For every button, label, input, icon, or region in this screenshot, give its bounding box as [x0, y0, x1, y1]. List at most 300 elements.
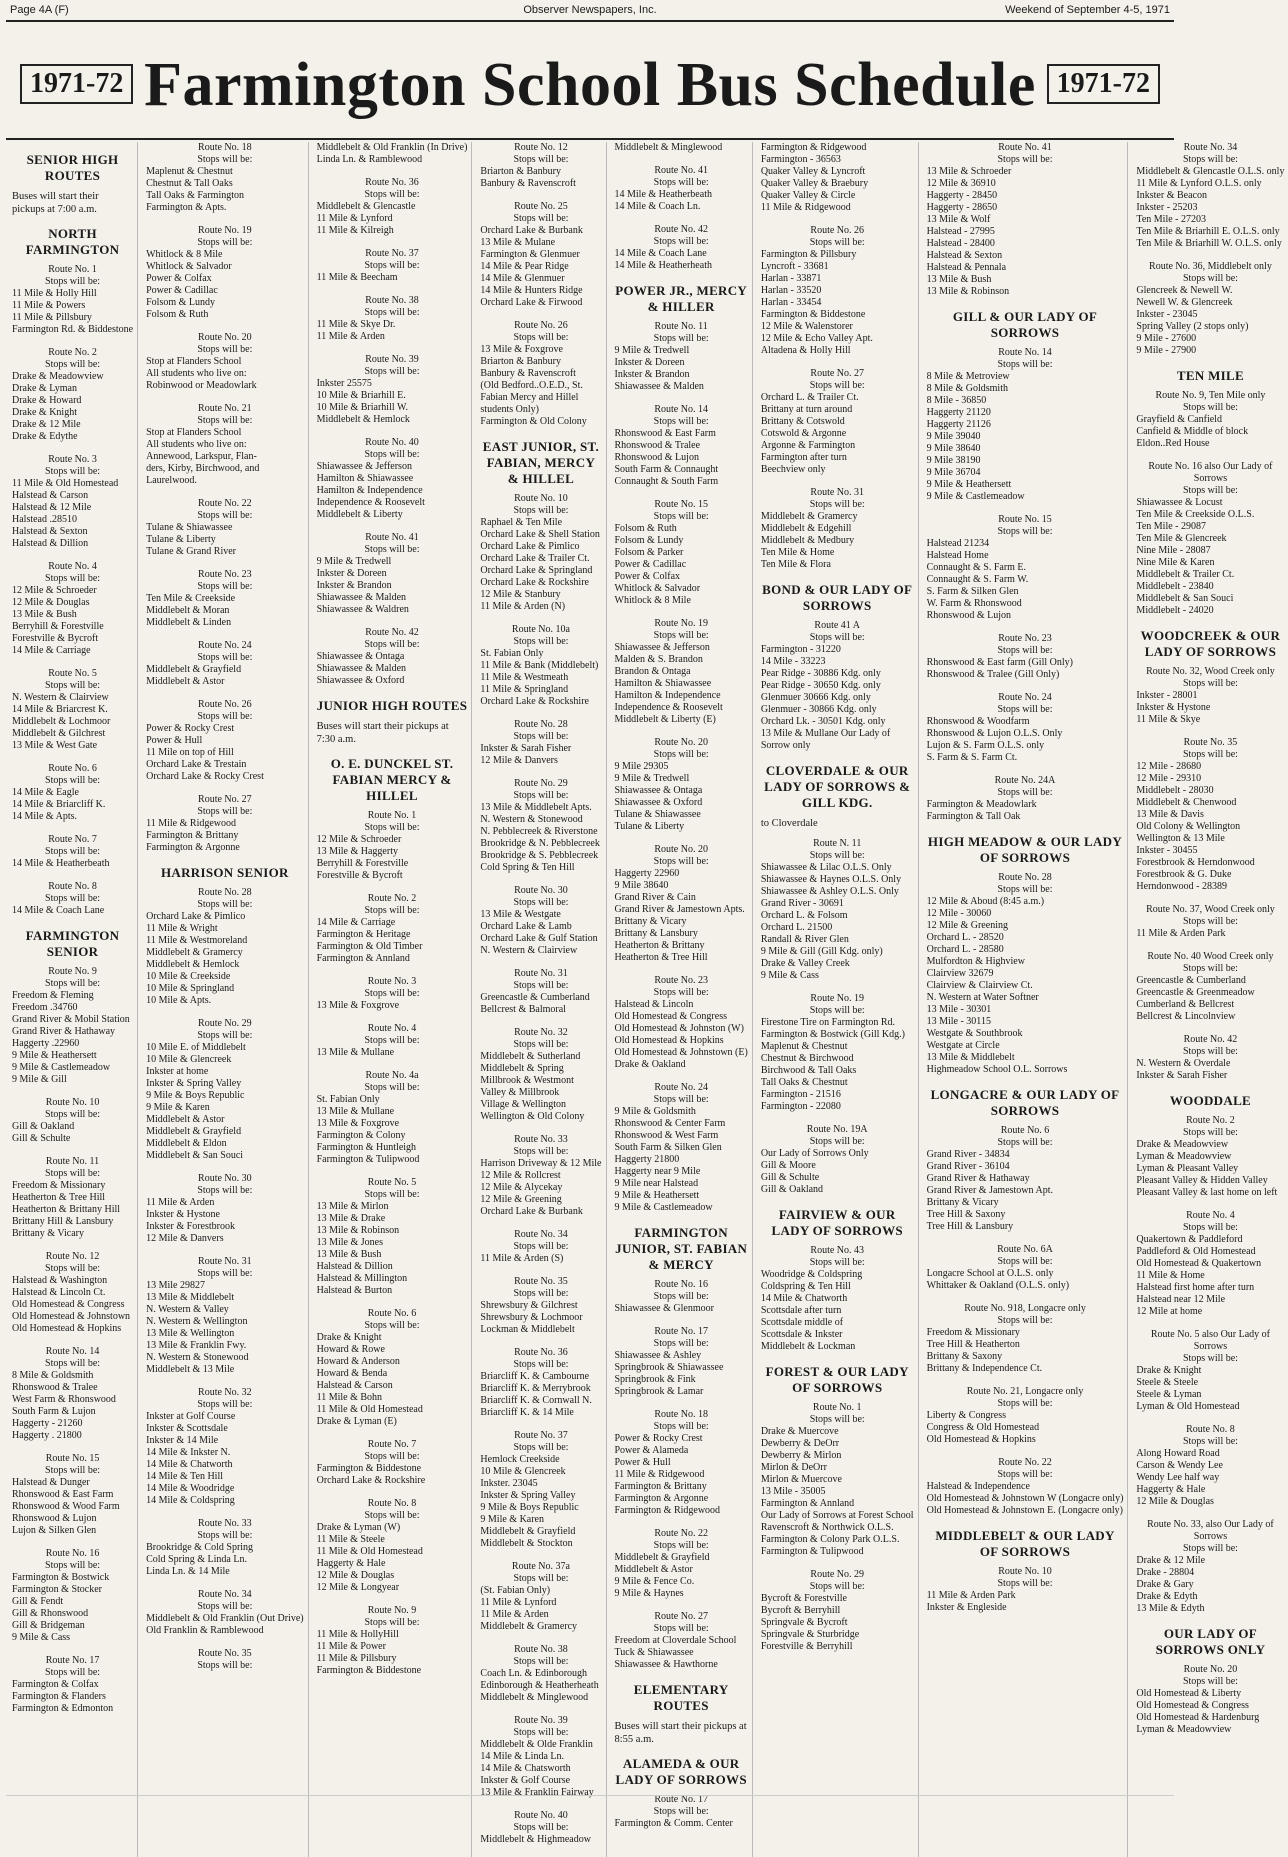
- stops-label: Stops will be:: [45, 1358, 101, 1369]
- bus-stop: Shiawassee & Locust: [1136, 497, 1223, 508]
- bus-stop: 13 Mile & Mullane: [316, 1047, 395, 1058]
- route-block: [317, 437, 468, 521]
- bus-stop: N. Western & Clairview: [12, 692, 109, 703]
- bus-stop: Robinwood or Meadowlark: [146, 380, 257, 391]
- route-block: [615, 1082, 748, 1214]
- bus-stop: South Farm & Silken Glen: [614, 1142, 722, 1153]
- bus-stop: Orchard Lake & Lamb: [480, 921, 572, 932]
- bus-stop: Springbrook & Fink: [614, 1374, 696, 1385]
- schedule-column: [757, 142, 919, 1857]
- section-heading: HIGH MEADOW & OUR LADY OF SORROWS: [927, 834, 1123, 865]
- route-block: [1136, 142, 1284, 250]
- bus-stop: Westgate at Circle: [926, 1040, 1000, 1051]
- route-number: Route No. 23: [998, 633, 1052, 644]
- stops-label: Stops will be:: [1182, 963, 1238, 974]
- bus-stop: Inkster & Engleside: [926, 1602, 1007, 1613]
- bus-stop: Grand River & Hathaway: [926, 1173, 1030, 1184]
- stops-label: Stops will be:: [364, 1320, 420, 1331]
- bus-stop: Grand River & Jamestown Apts.: [614, 904, 745, 915]
- stops-label: Stops will be:: [45, 1667, 101, 1678]
- route-number: Route No. 19: [810, 993, 865, 1004]
- bus-stop: 14 Mile & Woodridge: [146, 1483, 235, 1494]
- bus-stop: Lyman & Pleasant Valley: [1136, 1163, 1239, 1174]
- bus-stop: Power & Colfax: [146, 273, 212, 284]
- route-block: [146, 640, 303, 688]
- stops-label: Stops will be:: [997, 704, 1053, 715]
- route-block: [480, 1561, 601, 1633]
- bus-stop: Grand River - 36104: [926, 1161, 1010, 1172]
- bus-stop: 11 Mile & Steele: [316, 1534, 385, 1545]
- route-block: [1136, 1210, 1284, 1318]
- schedule-column: [923, 142, 1129, 1857]
- bus-stop: Middlebelt & Highmeadow: [480, 1834, 591, 1845]
- bus-stop: Inkster & Forestbrook: [146, 1221, 235, 1232]
- route-block: [480, 493, 601, 613]
- bus-stop: Tree Hill & Lansbury: [926, 1221, 1014, 1232]
- route-block: [12, 834, 133, 870]
- section-heading: OUR LADY OF SORROWS ONLY: [1155, 1626, 1266, 1657]
- bus-stop: Middlebelt & Lockman: [760, 1341, 856, 1352]
- bus-stop: Tree Hill & Heatherton: [926, 1339, 1020, 1350]
- bus-stop: Rhonswood & Tralee: [12, 1382, 98, 1393]
- route-block: [317, 1605, 468, 1677]
- route-number: Route No. 15: [654, 499, 708, 510]
- bus-stop: 14 Mile & Heatherheath: [614, 260, 712, 271]
- bus-stop: Orchard L. 21500: [760, 922, 833, 933]
- bus-stop: Ten Mile - 27203: [1136, 214, 1206, 225]
- route-number: Route No. 26: [514, 320, 568, 331]
- bus-stop: 9 Mile 29305: [614, 761, 669, 772]
- route-number: Route No. 4: [367, 1023, 417, 1034]
- bus-stop: 14 Mile & Heatherbeath: [614, 189, 712, 200]
- bus-stop: Nine Mile - 28087: [1136, 545, 1211, 556]
- stops-label: Stops will be:: [1182, 1046, 1238, 1057]
- bus-stop: 14 Mile & Hunters Ridge: [480, 285, 583, 296]
- bus-stop: N. Western & Overdale: [1136, 1058, 1231, 1069]
- bus-stop: Spring Valley (2 stops only): [1136, 321, 1249, 332]
- bus-stop: Halstead first home after turn: [1136, 1282, 1255, 1293]
- stops-label: Stops will be:: [653, 416, 709, 427]
- bus-stop: 11 Mile & Lynford O.L.S. only: [1136, 178, 1262, 189]
- stops-label: Stops will be:: [45, 276, 101, 287]
- bus-stop: Orchard Lk. - 30501 Kdg. only: [760, 716, 886, 727]
- stops-label: Stops will be:: [653, 177, 709, 188]
- bus-stop: 14 Mile & Carriage: [12, 645, 91, 656]
- bus-stop: Randall & River Glen: [760, 934, 849, 945]
- bus-stop: Grand River & Cain: [614, 892, 696, 903]
- bus-stop: Haggerty & Hale: [316, 1558, 386, 1569]
- bus-stop: 9 Mile & Boys Republic: [480, 1502, 579, 1513]
- route-number: Route No. 5: [367, 1177, 417, 1188]
- page-number: Page 4A (F): [10, 4, 69, 16]
- bus-stop: 11 Mile & Holly Hill: [12, 288, 97, 299]
- route-number: Route No. 29: [198, 1018, 252, 1029]
- bus-stop: Drake & 12 Mile: [1136, 1555, 1206, 1566]
- stops-label: Stops will be:: [809, 1005, 865, 1016]
- route-number: Route No. 17: [45, 1655, 100, 1666]
- bus-stop: Independence & Roosevelt: [316, 497, 425, 508]
- stops-label: Stops will be:: [1182, 1353, 1238, 1364]
- bus-stop: 11 Mile & Arden: [146, 1197, 215, 1208]
- bus-stop: 14 Mile & Briarcrest K.: [12, 704, 108, 715]
- bus-stop: Orchard Lake & Rockshire: [480, 577, 589, 588]
- bus-stop: Middlebelt & Old Franklin (In Drive): [316, 142, 468, 153]
- stops-label: Stops will be:: [1182, 1543, 1238, 1554]
- bus-stop: Orchard Lake & Firwood: [480, 297, 583, 308]
- bus-stop: Stop at Flanders School: [146, 356, 242, 367]
- bus-stop: 13 Mile & Mullane: [316, 1106, 395, 1117]
- route-block: [761, 1245, 914, 1353]
- section-heading: LONGACRE & OUR LADY OF SORROWS: [930, 1087, 1120, 1118]
- schedule-column: [313, 142, 473, 1857]
- section-note: to Cloverdale: [760, 818, 818, 829]
- bus-stop: Briarcliff K. & Cornwall N.: [480, 1395, 592, 1406]
- bus-stop: Quaker Valley & Braebury: [760, 178, 869, 189]
- route-number: Route No. 34: [514, 1229, 568, 1240]
- bus-stop: Briarton & Banbury: [480, 356, 561, 367]
- bus-stop: Annewood, Larkspur, Flan-: [146, 451, 257, 462]
- bus-stop: 11 Mile & Westmoreland: [146, 935, 248, 946]
- stops-label: Stops will be:: [45, 775, 101, 786]
- bus-stop: Eldon..Red House: [1136, 438, 1210, 449]
- bus-stop: Inkster 25575: [316, 378, 372, 389]
- bus-stop: Inkster & Brandon: [316, 580, 392, 591]
- bus-stop: Halstead .28510: [12, 514, 77, 525]
- bus-stop: Middlebelt & Eldon: [146, 1138, 227, 1149]
- bus-stop: 12 Mile & Echo Valley Apt.: [760, 333, 873, 344]
- bus-stop: Freedom at Cloverdale School: [614, 1635, 737, 1646]
- stops-label: Stops will be:: [809, 237, 865, 248]
- bus-stop: Inkster - 28001: [1136, 690, 1198, 701]
- bus-stop: Farmington - 31220: [760, 644, 841, 655]
- bus-stop: 12 Mile & Douglas: [316, 1570, 395, 1581]
- bus-stop: South Farm & Lujon: [12, 1406, 96, 1417]
- bus-stop: 9 Mile & Goldsmith: [614, 1106, 696, 1117]
- bus-stop: Lujon & Silken Glen: [12, 1525, 97, 1536]
- bus-stop: 13 Mile & Davis: [1136, 809, 1204, 820]
- bus-stop: Orchard L. - 28520: [926, 932, 1004, 943]
- bus-stop: Sorrow only: [760, 740, 811, 751]
- bus-stop: 11 Mile & Powers: [12, 300, 86, 311]
- bus-stop: Orchard Lake & Gulf Station: [480, 933, 598, 944]
- route-number: Route No. 31: [514, 968, 568, 979]
- year-left: 1971-72: [20, 64, 133, 104]
- route-block: [480, 719, 601, 767]
- route-block: [12, 264, 133, 336]
- bus-stop: 9 Mile - 27600: [1136, 333, 1197, 344]
- bus-stop: Middlebelt & Edgehill: [760, 523, 852, 534]
- bus-stop: Mulfordton & Highview: [926, 956, 1025, 967]
- bus-stop: N. Western & Valley: [146, 1304, 229, 1315]
- bus-stop: Bellcrest & Lincolnview: [1136, 1011, 1236, 1022]
- bus-stop: Valley & Millbrook: [480, 1087, 560, 1098]
- bus-stop: Halstead & Sexton: [12, 526, 88, 537]
- stops-label: Stops will be:: [197, 711, 253, 722]
- route-block: [317, 810, 468, 882]
- bus-stop: Banbury & Ravenscroft: [480, 368, 576, 379]
- route-block: [927, 514, 1124, 622]
- bus-stop: Old Homestead & Congress: [614, 1011, 727, 1022]
- bus-stop: Rhonswood & Lujon: [12, 1513, 97, 1524]
- bus-stop: Halstead & Lincoln: [614, 999, 694, 1010]
- route-block: [480, 1347, 601, 1419]
- bus-stop: Halstead & Independence: [926, 1481, 1030, 1492]
- route-block: [615, 618, 748, 726]
- bus-stop: Farmington & Old Timber: [316, 941, 423, 952]
- bus-stop: Middlebelt - 28030: [1136, 785, 1214, 796]
- bus-stop: Drake & 12 Mile: [12, 419, 81, 430]
- route-number: Route N. 11: [813, 838, 862, 849]
- stops-label: Stops will be:: [45, 846, 101, 857]
- route-block: [480, 1027, 601, 1123]
- route-block: [615, 224, 748, 272]
- bus-stop: Shiawassee & Jefferson: [316, 461, 412, 472]
- bus-stop: Drake & Lyman (W): [316, 1522, 401, 1533]
- bus-stop: Briarcliff K. & 14 Mile: [480, 1407, 574, 1418]
- bus-stop: 13 Mile & Foxgrove: [480, 344, 563, 355]
- route-number: Route No. 35: [1183, 737, 1238, 748]
- route-number: Route No. 24: [998, 692, 1052, 703]
- bus-stop: 12 Mile & 36910: [926, 178, 996, 189]
- bus-stop: Shiawassee & Ashley: [614, 1350, 702, 1361]
- bus-stop: Brittany at turn around: [760, 404, 853, 415]
- bus-stop: 13 Mile & Franklin Fwy.: [146, 1340, 247, 1351]
- section-heading: ALAMEDA & OUR LADY OF SORROWS: [615, 1756, 747, 1787]
- stops-label: Stops will be:: [653, 511, 709, 522]
- bus-stop: Inkster & Hystone: [1136, 702, 1211, 713]
- route-block: [615, 165, 748, 213]
- section-heading: FARMINGTON JUNIOR, ST. FABIAN & MERCY: [615, 1225, 748, 1272]
- route-block: [927, 1125, 1124, 1233]
- bus-stop: Lyman & Meadowview: [1136, 1724, 1232, 1735]
- bus-stop: Our Lady of Sorrows Only: [760, 1148, 869, 1159]
- bus-stop: Howard & Anderson: [316, 1356, 400, 1367]
- bus-stop: Hamilton & Shiawassee: [614, 678, 712, 689]
- bus-stop: Gill & Oakland: [760, 1184, 824, 1195]
- stops-label: Stops will be:: [513, 505, 569, 516]
- route-block: [1136, 1519, 1284, 1615]
- bus-stop: Middlebelt & Grayfield: [614, 1552, 710, 1563]
- route-block: [317, 532, 468, 616]
- bus-stop: 11 Mile & Arden Park: [1136, 928, 1226, 939]
- bus-stop: 13 Mile & Haggerty: [316, 846, 398, 857]
- bus-stop: Shiawassee & Glenmoor: [614, 1303, 714, 1314]
- route-block: [480, 968, 601, 1016]
- route-number: Route No. 21, Longacre only: [966, 1386, 1084, 1397]
- bus-stop: Shiawassee & Lilac O.L.S. Only: [760, 862, 892, 873]
- bus-stop: Farmington - 36563: [760, 154, 841, 165]
- bus-stop: Grand River & Hathaway: [12, 1026, 116, 1037]
- bus-stop: Ten Mile & Glencreek: [1136, 533, 1227, 544]
- stops-label: Stops will be:: [653, 1421, 709, 1432]
- stops-label: Stops will be:: [1182, 273, 1238, 284]
- bus-stop: Ten Mile - 29087: [1136, 521, 1206, 532]
- bus-stop: Orchard Lake & Burbank: [480, 225, 583, 236]
- bus-stop: Middlebelt & Medbury: [760, 535, 855, 546]
- route-block: [480, 1715, 601, 1799]
- route-block: [480, 1134, 601, 1218]
- bus-stop: Power & Cadillac: [146, 285, 218, 296]
- bus-stop: West Farm & Rhonswood: [12, 1394, 116, 1405]
- bus-stop: Farmington & Ridgewood: [760, 142, 867, 153]
- route-block: [317, 1023, 468, 1059]
- bus-stop: Wellington & Old Colony: [480, 1111, 585, 1122]
- bus-stop: Orchard L. - 28580: [926, 944, 1004, 955]
- route-block: [146, 142, 303, 214]
- bus-stop: Brittany & Independence Ct.: [926, 1363, 1043, 1374]
- bus-stop: 13 Mile - 35005: [760, 1486, 826, 1497]
- route-block: [761, 368, 914, 476]
- bus-stop: Middlebelt & San Souci: [146, 1150, 244, 1161]
- bus-stop: 11 Mile & Westmeath: [480, 672, 569, 683]
- stops-label: Stops will be:: [1182, 1222, 1238, 1233]
- route-block: [761, 1124, 914, 1196]
- stops-label: Stops will be:: [513, 1822, 569, 1833]
- bus-stop: 11 Mile & Springland: [480, 684, 569, 695]
- stops-label: Stops will be:: [1182, 402, 1238, 413]
- bus-stop: Halstead & Dillion: [12, 538, 89, 549]
- route-block: [146, 794, 303, 854]
- section-heading: MIDDLEBELT & OUR LADY OF SORROWS: [935, 1528, 1115, 1559]
- bus-stop: 11 Mile & Wright: [146, 923, 218, 934]
- bus-stop: 14 Mile & Coach Ln.: [614, 201, 701, 212]
- bus-stop: Rhonswood & Lujon O.L.S. Only: [926, 728, 1063, 739]
- route-block: [146, 1589, 303, 1637]
- route-block: [761, 1569, 914, 1653]
- bus-stop: Shiawassee & Malden: [614, 381, 704, 392]
- stops-label: Stops will be:: [513, 1573, 569, 1584]
- bus-stop: Middlebelt & Minglewood: [614, 142, 723, 153]
- bus-stop: Ravenscroft & Northwick O.L.S.: [760, 1522, 894, 1533]
- bus-stop: Briarcliff K. & Cambourne: [480, 1371, 590, 1382]
- stops-label: Stops will be:: [653, 1806, 709, 1817]
- route-number: Route No. 30: [198, 1173, 252, 1184]
- section-heading: ELEMENTARY ROUTES: [633, 1682, 729, 1713]
- bus-stop: 11 Mile & HollyHill: [316, 1629, 399, 1640]
- bus-stop: Heatherton & Tree Hill: [614, 952, 708, 963]
- route-number: Route No. 38: [365, 295, 419, 306]
- bus-stop: Shrewsbury & Lochmoor: [480, 1312, 583, 1323]
- bus-stop: Middlebelt & Gilchrest: [12, 728, 106, 739]
- stops-label: Stops will be:: [809, 1414, 865, 1425]
- stops-label: Stops will be:: [653, 856, 709, 867]
- stops-label: Stops will be:: [45, 1109, 101, 1120]
- bus-stop: Connaught & South Farm: [614, 476, 719, 487]
- bus-stop: Middlebelt & Lochmoor: [12, 716, 111, 727]
- bus-stop: 11 Mile & Arden (N): [480, 601, 566, 612]
- route-number: Route No. 29: [810, 1569, 865, 1580]
- bus-stop: All students who live on:: [146, 368, 247, 379]
- route-block: [480, 1644, 601, 1704]
- route-block: [927, 633, 1124, 681]
- stops-label: Stops will be:: [997, 1256, 1053, 1267]
- route-number: Route No. 40: [514, 1810, 568, 1821]
- bus-stop: Farmington & Ridgewood: [614, 1505, 721, 1516]
- bus-stop: 9 Mile & Castlemeadow: [614, 1202, 713, 1213]
- route-number: Route No. 11: [45, 1156, 100, 1167]
- route-block: [1136, 1329, 1284, 1413]
- bus-stop: 9 Mile & Cass: [12, 1632, 71, 1643]
- bus-stop: Greencastle & Cumberland: [1136, 975, 1246, 986]
- bus-stop: Halstead & Carson: [12, 490, 89, 501]
- bus-stop: Gill & Schulte: [760, 1172, 820, 1183]
- stops-label: Stops will be:: [1182, 1127, 1238, 1138]
- bus-stop: Middlebelt - 23840: [1136, 581, 1214, 592]
- route-block: [615, 321, 748, 393]
- bus-stop: Glenmuer 30666 Kdg. only: [760, 692, 871, 703]
- bus-stop: 11 Mile & Ridgewood: [614, 1469, 705, 1480]
- stops-label: Stops will be:: [364, 189, 420, 200]
- bus-stop: 10 Mile & Briarhill E.: [316, 390, 406, 401]
- stops-label: Stops will be:: [653, 236, 709, 247]
- stops-label: Stops will be:: [364, 822, 420, 833]
- route-number: Route No. 12: [514, 142, 568, 153]
- bus-stop: Power & Hull: [146, 735, 203, 746]
- bus-stop: St. Fabian Only: [316, 1094, 380, 1105]
- route-block: [615, 1528, 748, 1600]
- bus-stop: 12 Mile & Longyear: [316, 1582, 400, 1593]
- route-block: [12, 454, 133, 550]
- bus-stop: 8 Mile & Goldsmith: [12, 1370, 94, 1381]
- bus-stop: Orchard Lake & Shell Station: [480, 529, 600, 540]
- stops-label: Stops will be:: [513, 1039, 569, 1050]
- bus-stop: Old Homestead & Liberty: [1136, 1688, 1242, 1699]
- bus-stop: Ten Mile & Briarhill E. O.L.S. only: [1136, 226, 1280, 237]
- stops-label: Stops will be:: [513, 980, 569, 991]
- bus-stop: 12 Mile & Walenstorer: [760, 321, 853, 332]
- bus-stop: 9 Mile 38190: [926, 455, 981, 466]
- bus-stop: Cold Spring & Ten Hill: [480, 862, 575, 873]
- stops-label: Stops will be:: [45, 978, 101, 989]
- bus-stop: Edinborough & Heatherheath: [480, 1680, 599, 1691]
- bus-stop: Grand River - 30691: [760, 898, 844, 909]
- bus-stop: Ten Mile & Creekside: [146, 593, 236, 604]
- bus-stop: 11 Mile & Skye: [1136, 714, 1201, 725]
- bus-stop: 14 Mile & Linda Ln.: [480, 1751, 565, 1762]
- bus-stop: Harlan - 33871: [760, 273, 822, 284]
- stops-label: Stops will be:: [364, 639, 420, 650]
- route-number: Route No. 19: [654, 618, 708, 629]
- bus-stop: N. Western & Stonewood: [146, 1352, 249, 1363]
- bus-stop: Orchard Lake & Rocky Crest: [146, 771, 264, 782]
- bus-stop: 14 Mile & Eagle: [12, 787, 79, 798]
- route-number: Route No. 4a: [365, 1070, 419, 1081]
- stops-label: Stops will be:: [513, 1241, 569, 1252]
- bus-stop: Farmington & Heritage: [316, 929, 411, 940]
- bus-stop: Greencastle & Greenmeadow: [1136, 987, 1255, 998]
- stops-label: Stops will be:: [364, 1035, 420, 1046]
- stops-label: Stops will be:: [197, 344, 253, 355]
- route-number: Route No. 22: [998, 1457, 1052, 1468]
- bus-stop: Power & Hull: [614, 1457, 671, 1468]
- bus-stop: Drake & Lyman: [12, 383, 77, 394]
- bus-stop: Grayfield & Canfield: [1136, 414, 1222, 425]
- stops-label: Stops will be:: [513, 731, 569, 742]
- bus-stop: South Farm & Connaught: [614, 464, 719, 475]
- bus-stop: Longacre School at O.L.S. only: [926, 1268, 1054, 1279]
- route-block: [761, 487, 914, 571]
- bus-stop: Whitlock & 8 Mile: [614, 595, 691, 606]
- route-block: [615, 1326, 748, 1398]
- bus-stop: Farmington & Brittany: [146, 830, 239, 841]
- bus-stop: Farmington & Edmonton: [12, 1703, 114, 1714]
- stops-label: Stops will be:: [45, 1560, 101, 1571]
- bus-stop: Mirlon & DeOrr: [760, 1462, 827, 1473]
- route-block: [761, 1402, 914, 1558]
- route-block: [480, 1229, 601, 1265]
- bus-stop: Inkster - 25203: [1136, 202, 1198, 213]
- bus-stop: Howard & Benda: [316, 1368, 388, 1379]
